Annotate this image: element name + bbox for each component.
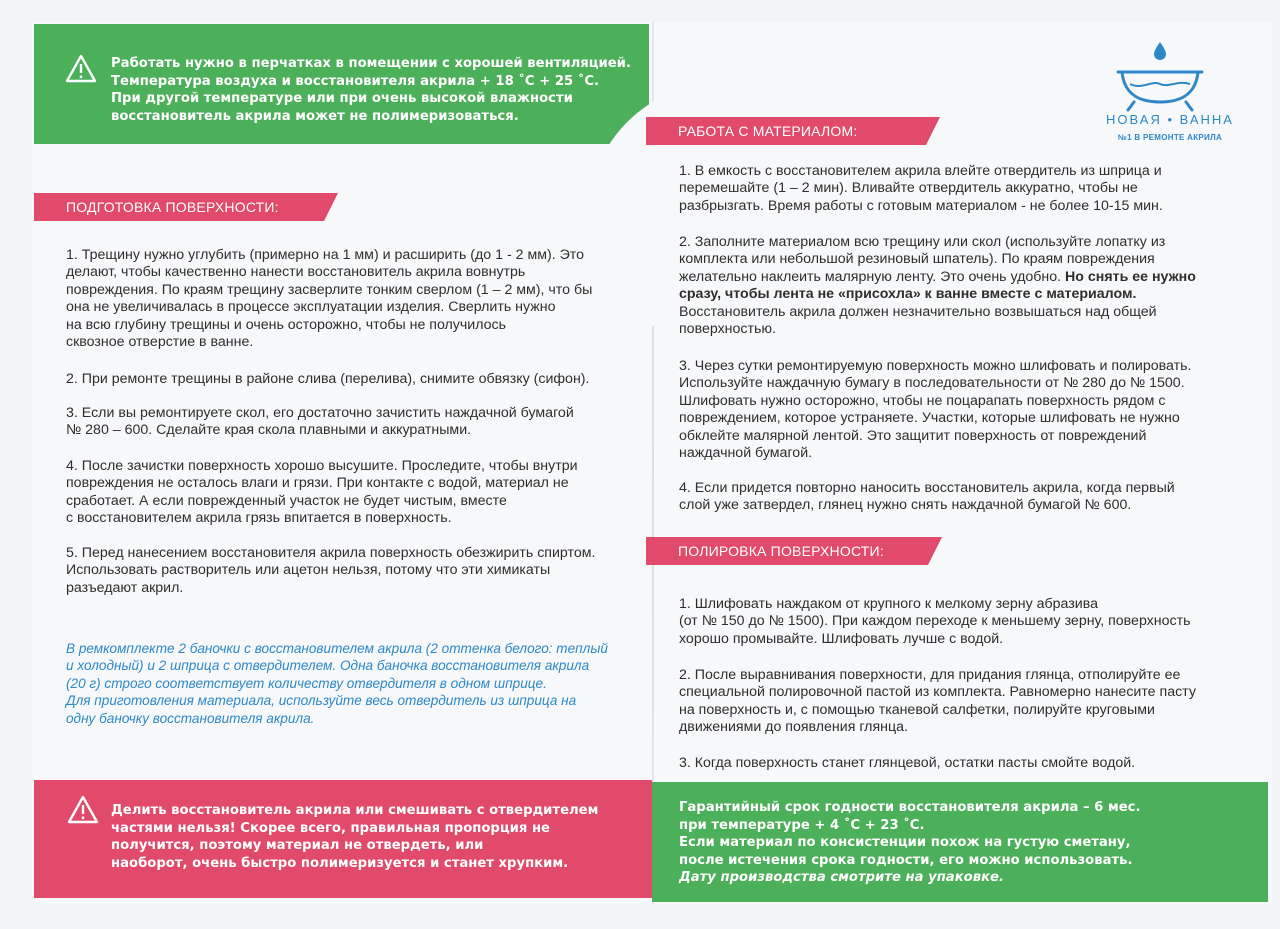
material-work-title: РАБОТА С МАТЕРИАЛОМ: [646,117,926,145]
polishing-step-2: 2. После выравнивания поверхности, для придания глянца, отполируйте ее специальной полировочной пастой из комплекта. Равномерно нанесите пасту на поверхность и, с помощью тканевой салфетки, полируйте круговыми движениями до появления глянца. [679,667,1196,736]
surface-prep-title: ПОДГОТОВКА ПОВЕРХНОСТИ: [34,193,324,221]
surface-prep-step-4: 4. После зачистки поверхность хорошо высушите. Проследите, чтобы внутри повреждения не осталось влаги и грязи. При контакте с водой, материал не сработает. А если поврежденный участок не будет чистым, вместе с восстановителем акрила грязь впитается в поверхность. [66,458,578,527]
warning-triangle-icon [64,53,98,85]
logo-tagline: №1 В РЕМОНТЕ АКРИЛА [1117,133,1223,142]
shelf-life-text: Гарантийный срок годности восстановителя акрила – 6 мес. при температуре + 4 ˚С + 23 ˚С. Если материал по консистенции похож на густую сметану, после истечения срока годности, его можно использовать. Дату производства смотрите на упаковке. [679,800,1141,885]
polishing-step-1: 1. Шлифовать наждаком от крупного к мелкому зерну абразива (от № 150 до № 1500). При каждом переходе к меньшему зерну, поверхность хорошо промывайте. Шлифовать лучше с водой. [679,596,1191,647]
kit-note: В ремкомплекте 2 баночки с восстановителем акрила (2 оттенка белого: теплый и холодный) и 2 шприца с отвердителем. Одна баночка восстановителя акрила (20 г) строго соответствует количеству отвердителя в одном шприце. Для приготовления материала, используйте весь отвердитель из шприца на одну баночку восстановителя акрила. [66,641,608,726]
surface-prep-step-3: 3. Если вы ремонтируете скол, его достаточно зачистить наждачной бумагой № 280 – 600. Сделайте края скола плавными и аккуратными. [66,405,574,439]
polishing-step-3: 3. Когда поверхность станет глянцевой, остатки пасты смойте водой. [679,755,1136,771]
material-step-1: 1. В емкость с восстановителем акрила влейте отвердитель из шприца и перемешайте (1 – 2 мин). Вливайте отвердитель аккуратно, чтобы не разбрызгать. Время работы с готовым материалом - не более 10-15 мин. [679,163,1163,214]
production-date-note: Дату производства смотрите на упаковке. [679,870,1004,885]
material-step-3: 3. Через сутки ремонтируемую поверхность можно шлифовать и полировать. Используйте наждачную бумагу в последовательности от № 280 до № 1500. Шлифовать нужно осторожно, чтобы не поцарапать поверхность рядом с повреждением, которое устраняете. Участки, которые шлифовать не нужно обклейте малярной лентой. Это защитит поверхность от повреждений наждачной бумагой. [679,358,1192,462]
surface-prep-step-5: 5. Перед нанесением восстановителя акрила поверхность обезжирить спиртом. Использовать растворитель или ацетон нельзя, потому что эти химикаты разъедают акрил. [66,545,596,596]
logo-name: НОВАЯ • ВАННА [1106,112,1234,127]
polishing-title: ПОЛИРОВКА ПОВЕРХНОСТИ: [646,537,928,565]
surface-prep-step-2: 2. При ремонте трещины в районе слива (перелива), снимите обвязку (сифон). [66,371,590,387]
top-warning-text: Работать нужно в перчатках в помещении с хорошей вентиляцией. Температура воздуха и восстановителя акрила + 18 ˚С + 25 ˚С. При другой температуре или при очень высокой влажности восстановитель акрила может не полимеризоваться. [111,56,631,124]
warning-triangle-icon [66,794,100,826]
material-step-2: 2. Заполните материалом всю трещину или скол (используйте лопатку из комплекта или небольшой резиновый шпатель). По краям повреждения желательно наклеить малярную ленту. Это очень удобно. Но снять ее нужно сразу, чтобы лента не «присохла» к ванне вместе с материалом. Восстановитель акрила должен незначительно возвышаться над общей поверхностью. [679,234,1196,338]
material-step-4: 4. Если придется повторно наносить восстановитель акрила, когда первый слой уже затвердел, глянец нужно снять наждачной бумагой № 600. [679,480,1175,514]
bottom-warning-text: Делить восстановитель акрила или смешивать с отвердителем частями нельзя! Скорее всего, правильная пропорция не получится, поэтому материал не отвердеть, или наоборот, очень быстро полимеризуется и станет хрупким. [111,803,599,871]
surface-prep-step-1: 1. Трещину нужно углубить (примерно на 1 мм) и расширить (до 1 - 2 мм). Это делают, чтобы качественно нанести восстановитель акрила вовнутрь повреждения. По краям трещину засверлите тонким сверлом (1 – 2 мм), что бы она не увеличивалась в процессе эксплуатации изделия. Сверлить нужно на всю глубину трещины и очень осторожно, чтобы не получилось сквозное отверстие в ванне. [66,247,593,351]
